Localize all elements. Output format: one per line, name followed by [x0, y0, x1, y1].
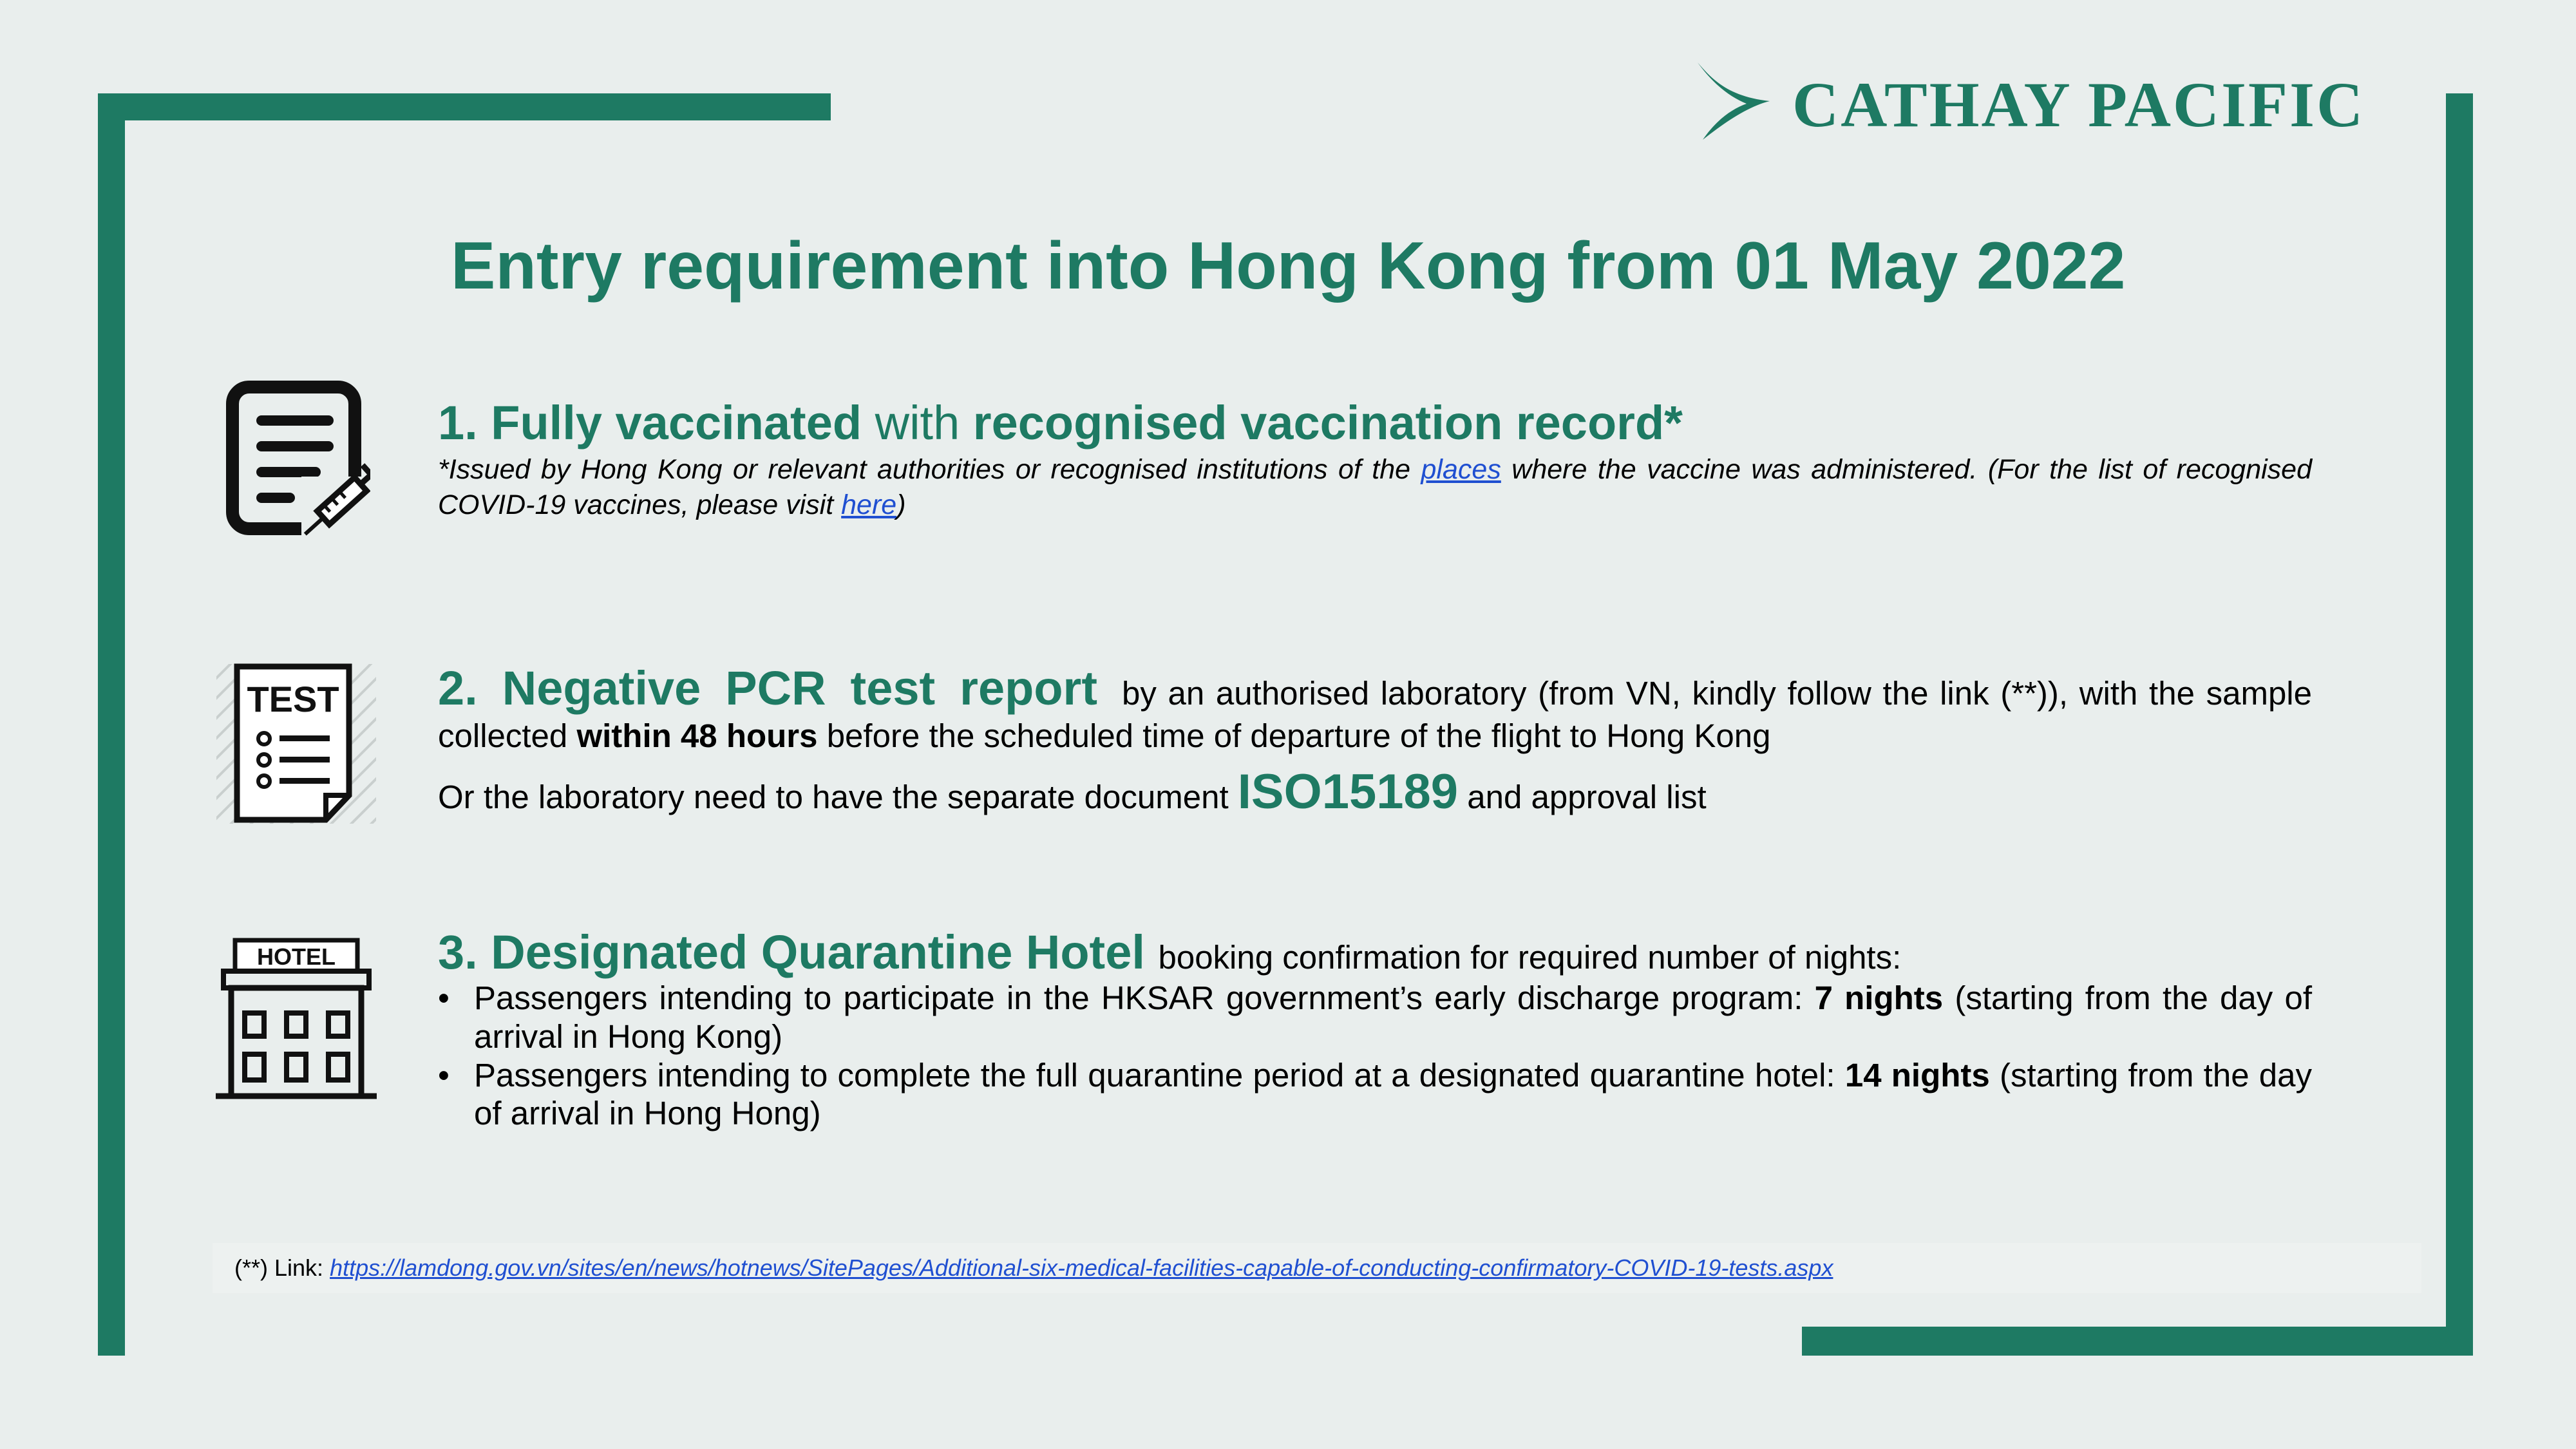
bullet-text: Passengers intending to complete the full quarantine period at a designated quarantine hotel: [474, 1056, 1835, 1094]
iso-text-1: Or the laboratory need to have the separate document [438, 778, 1229, 815]
frame-bottom-right-bar [1802, 1327, 2473, 1356]
vaccination-note-text-1: *Issued by Hong Kong or relevant authorities or recognised institutions of the [438, 453, 1411, 485]
frame-left-bar [98, 93, 125, 1356]
iso-highlight: ISO15189 [1237, 764, 1459, 819]
requirement-vaccination [438, 398, 2312, 523]
brand-wordmark: CATHAY PACIFIC [1792, 69, 2365, 140]
vaccination-record-icon [225, 380, 370, 541]
hotel-heading [438, 925, 1158, 979]
vaccination-heading-bold: Fully vaccinated [491, 396, 862, 450]
bullet-dot-icon: • [438, 1056, 450, 1094]
requirement-pcr-test [438, 663, 2312, 824]
vaccination-number: 1. [438, 396, 478, 450]
hotel-bullet-list [438, 979, 2312, 1133]
hotel-icon [216, 937, 377, 1101]
footnote [213, 1243, 2421, 1293]
bullet-text-after: (starting from the day of arrival in Hong Hong) [474, 1056, 2313, 1132]
hotel-intro [438, 927, 2312, 979]
cathay-pacific-logo [1694, 61, 2365, 151]
footnote-link[interactable]: https://lamdong.gov.vn/sites/en/news/hotnews/SitePages/Additional-six-medical-facilities-capable-of-conducting-confirmatory-COVID-19-tests.aspx [330, 1255, 1833, 1281]
footnote-label: (**) Link: [234, 1255, 324, 1281]
vaccination-heading-record: recognised vaccination record* [972, 396, 1683, 450]
hotel-intro-text: booking confirmation for required number of nights: [1158, 939, 1902, 976]
test-report-icon [213, 660, 380, 828]
vaccination-note [438, 452, 2312, 523]
pcr-text-bold: within 48 hours [576, 717, 818, 755]
bullet-dot-icon: • [438, 980, 450, 1017]
bullet-text-after: (starting from the day of arrival in Hong Kong) [474, 980, 2313, 1055]
bullet-nights: 14 nights [1844, 1056, 1990, 1094]
bullet-text: Passengers intending to participate in the HKSAR government’s early discharge program: [474, 980, 1803, 1017]
iso-paragraph [438, 761, 2312, 824]
list-item [438, 979, 2312, 1056]
vaccination-note-text-3: ) [896, 489, 906, 520]
vaccination-heading [438, 398, 2312, 448]
vaccination-note-text-2: where the vaccine was administered. (For the list of recognised COVID-19 vaccines, please visit [438, 453, 2313, 520]
bullet-nights: 7 nights [1814, 980, 1944, 1017]
pcr-paragraph [438, 663, 2312, 758]
places-link[interactable]: places [1421, 453, 1501, 485]
brushwing-icon [1694, 61, 1790, 145]
hotel-number: 3. [438, 925, 478, 979]
page-title: Entry requirement into Hong Kong from 01 May 2022 [451, 229, 2126, 303]
pcr-heading [438, 661, 1122, 715]
frame-right-bar [2446, 93, 2473, 1356]
pcr-text-2: before the scheduled time of departure of the flight to Hong Kong [826, 717, 1771, 755]
vaccination-heading-with: with [875, 396, 960, 450]
pcr-text-1: by an authorised laboratory (from VN, kindly follow the link (**)), with the sample collected [438, 675, 2313, 755]
test-icon-label: TEST [247, 679, 339, 719]
here-link[interactable]: here [841, 489, 897, 520]
hotel-heading-text: Designated Quarantine Hotel [491, 925, 1145, 979]
pcr-heading-text: Negative PCR test report [502, 661, 1097, 715]
pcr-number: 2. [438, 661, 478, 715]
iso-text-2: and approval list [1467, 778, 1707, 815]
hotel-icon-label: HOTEL [257, 943, 336, 970]
requirement-quarantine-hotel [438, 927, 2312, 1133]
frame-top-left-bar [98, 93, 831, 120]
list-item [438, 1056, 2312, 1133]
